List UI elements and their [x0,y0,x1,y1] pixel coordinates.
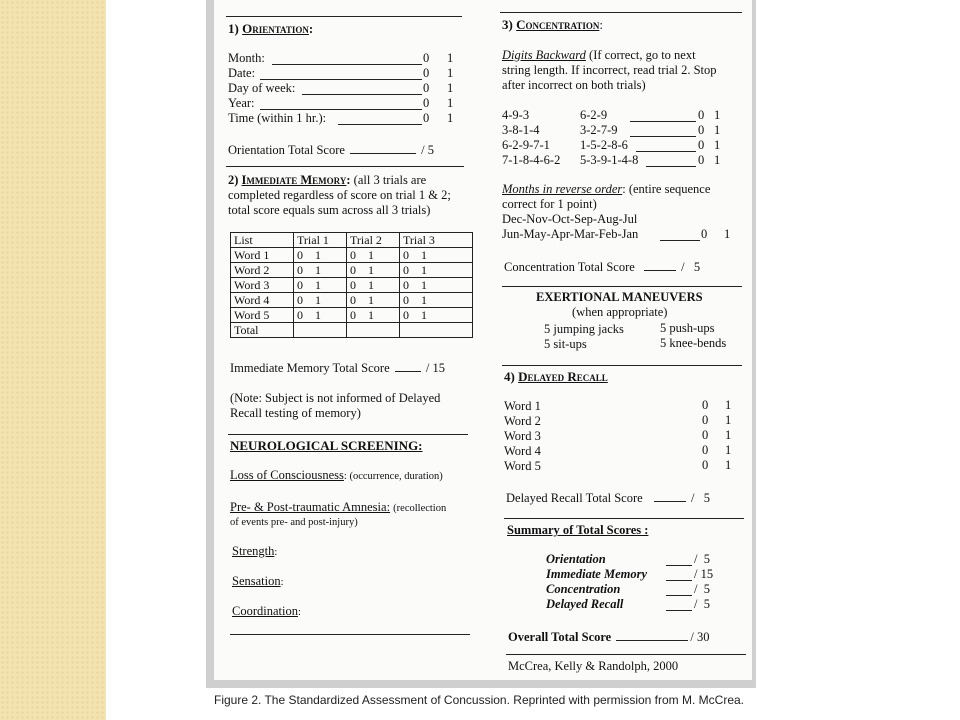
subsection-label: Digits Backward [502,48,586,62]
divider [226,166,464,167]
section-number: 3) [502,17,513,32]
orientation-total [228,142,434,158]
score-zero[interactable]: 0 [702,428,709,442]
divider [506,654,746,655]
title-suffix: : [308,21,314,36]
divider [502,365,742,366]
total-label: Orientation Total Score [228,143,345,157]
summary-item-max: / 5 [694,582,710,596]
memory-note: Recall testing of memory) [230,406,361,420]
answer-line[interactable] [302,94,422,95]
trial-cell[interactable]: 0 1 [347,308,400,323]
digit-string-trial-2: 3-2-7-9 [580,123,618,137]
score-zero[interactable]: 0 [423,111,430,125]
row-label: Word 4 [231,293,294,308]
summary-item-label: Delayed Recall [546,597,624,611]
digit-string-trial-2: 1-5-2-8-6 [580,138,628,152]
figure-caption: Figure 2. The Standardized Assessment of Concussion. Reprinted with permission from M. McCrea. [214,693,745,707]
neuro-loc [230,468,443,484]
total-max: / 5 [690,491,711,505]
score-zero[interactable]: 0 [701,227,708,241]
column-header: Trial 2 [347,233,400,248]
digit-string-trial-2: 5-3-9-1-4-8 [580,153,639,167]
trial-cell[interactable]: 0 1 [400,293,473,308]
field-hint: (recollection [393,503,447,514]
neuro-amnesia [230,500,446,516]
total-label: Delayed Recall Total Score [506,491,643,505]
field-label: Coordination [232,604,298,618]
answer-line[interactable] [338,124,422,125]
assessment-form [214,0,752,680]
section-number: 2) [228,173,239,187]
exertional-item: 5 knee-bends [660,336,727,350]
answer-line[interactable] [260,109,422,110]
score-one[interactable]: 1 [725,443,732,457]
row-label: Word 2 [231,263,294,278]
concentration-heading [502,17,603,32]
memory-total [230,360,445,376]
trial-cell[interactable]: 0 1 [347,248,400,263]
divider [500,12,742,13]
summary-item-label: Immediate Memory [546,567,648,581]
score-one[interactable]: 1 [714,153,721,167]
answer-line[interactable] [660,240,700,241]
trial-cell[interactable]: 0 1 [400,263,473,278]
table-row [231,308,473,323]
month-sequence: Dec-Nov-Oct-Sep-Aug-Jul [502,212,638,226]
total-label: Concentration Total Score [504,260,635,274]
answer-line[interactable] [272,64,422,65]
neuro-coordination [232,604,301,620]
months-reverse-line [502,182,710,197]
month-sequence: Jun-May-Apr-Mar-Feb-Jan [502,227,639,241]
score-one[interactable]: 1 [447,96,454,110]
answer-line[interactable] [666,610,692,611]
column-header: Trial 3 [400,233,473,248]
instruction-text: string length. If incorrect, read trial 2. Stop [502,63,717,77]
trial-total-cell[interactable] [294,323,347,338]
digit-string-trial-1: 6-2-9-7-1 [502,138,550,152]
score-one[interactable]: 1 [725,458,732,472]
field-hint: of events pre- and post-injury) [230,517,358,528]
section-title: Delayed Recall [518,369,608,384]
section-number: 1) [228,21,239,36]
field-colon: : [297,607,301,618]
memory-heading [228,173,426,188]
total-max: / 15 [425,361,445,375]
row-label: Total [231,323,294,338]
digit-string-trial-1: 7-1-8-4-6-2 [502,153,561,167]
orientation-time-label: Time (within 1 hr.): [228,111,327,125]
exertional-heading: EXERTIONAL MANEUVERS [536,290,703,304]
total-label: Immediate Memory Total Score [230,361,390,375]
score-zero[interactable]: 0 [423,51,430,65]
divider [504,518,744,519]
score-zero[interactable]: 0 [698,108,705,122]
digit-string-trial-1: 3-8-1-4 [502,123,540,137]
trial-cell[interactable]: 0 1 [347,293,400,308]
total-blank[interactable] [644,259,676,271]
section-number: 4) [504,369,515,384]
recall-total [506,490,710,506]
neuro-sensation [232,574,284,590]
table-header-row [231,233,473,248]
orientation-date-label: Date: [228,66,256,80]
score-zero[interactable]: 0 [423,66,430,80]
instruction-text: : (entire sequence [622,182,711,196]
digit-string-trial-2: 6-2-9 [580,108,608,122]
total-blank[interactable] [654,490,686,502]
score-zero[interactable]: 0 [423,96,430,110]
trial-cell[interactable]: 0 1 [400,248,473,263]
answer-line[interactable] [636,151,696,152]
row-label: Word 3 [231,278,294,293]
score-one[interactable]: 1 [714,138,721,152]
exertional-item: 5 sit-ups [544,337,587,351]
divider [228,434,468,435]
field-colon: : [274,547,278,558]
divider [230,634,470,635]
field-hint: : (occurrence, duration) [343,471,443,482]
recall-word-label: Word 2 [504,414,541,428]
memory-trial-table [230,232,473,338]
table-row [231,293,473,308]
answer-line[interactable] [630,136,696,137]
orientation-month-label: Month: [228,51,265,65]
answer-line[interactable] [666,565,692,566]
digits-backward-line [502,48,696,63]
overall-total [508,629,709,645]
score-zero[interactable]: 0 [702,398,709,412]
recall-word-label: Word 3 [504,429,541,443]
score-one[interactable]: 1 [447,81,454,95]
score-one[interactable]: 1 [725,428,732,442]
trial-cell[interactable]: 0 1 [400,278,473,293]
memory-desc: completed regardless of score on trial 1 & 2; [228,188,451,202]
summary-heading: Summary of Total Scores : [507,523,649,537]
neuro-strength [232,544,277,560]
score-zero[interactable]: 0 [423,81,430,95]
overall-max: / 30 [690,630,710,644]
divider [226,16,462,17]
column-header: Trial 1 [294,233,347,248]
instruction-text: (If correct, go to next [589,48,696,62]
score-one[interactable]: 1 [447,66,454,80]
trial-total-cell[interactable] [400,323,473,338]
trial-cell[interactable]: 0 1 [347,278,400,293]
overall-label: Overall Total Score [508,630,612,644]
summary-item-label: Concentration [546,582,621,596]
subsection-label: Months in reverse order [502,182,623,196]
score-zero[interactable]: 0 [702,443,709,457]
row-label: Word 5 [231,308,294,323]
trial-cell[interactable]: 0 1 [294,248,347,263]
memory-desc: total score equals sum across all 3 trials) [228,203,431,217]
score-one[interactable]: 1 [724,227,731,241]
recall-word-label: Word 4 [504,444,541,458]
recall-word-label: Word 5 [504,459,541,473]
instruction-text: correct for 1 point) [502,197,597,211]
trial-cell[interactable]: 0 1 [347,263,400,278]
score-one[interactable]: 1 [725,413,732,427]
total-blank[interactable] [395,360,421,372]
total-blank[interactable] [350,142,416,154]
table-row [231,278,473,293]
trial-total-cell[interactable] [347,323,400,338]
trial-cell[interactable]: 0 1 [294,263,347,278]
score-zero[interactable]: 0 [702,458,709,472]
recall-word-label: Word 1 [504,399,541,413]
score-one[interactable]: 1 [725,398,732,412]
orientation-year-label: Year: [228,96,255,110]
instruction-text: after incorrect on both trials) [502,78,646,92]
exertional-item: 5 push-ups [660,321,715,335]
divider [502,286,742,287]
answer-line[interactable] [666,580,692,581]
overall-blank[interactable] [616,629,688,641]
field-label: Strength [232,544,275,558]
summary-item-max: / 15 [694,567,714,581]
trial-cell[interactable]: 0 1 [294,278,347,293]
summary-item-label: Orientation [546,552,606,566]
citation: McCrea, Kelly & Randolph, 2000 [508,659,679,673]
concentration-total [504,259,700,275]
table-row [231,263,473,278]
exertional-item: 5 jumping jacks [544,322,624,336]
orientation-heading [228,21,313,36]
score-one[interactable]: 1 [447,51,454,65]
total-max: / 5 [421,143,435,157]
recall-heading [504,369,608,384]
trial-cell[interactable]: 0 1 [294,308,347,323]
score-zero[interactable]: 0 [698,138,705,152]
score-one[interactable]: 1 [447,111,454,125]
score-one[interactable]: 1 [714,123,721,137]
title-suffix: : [599,17,603,32]
answer-line[interactable] [630,121,696,122]
memory-note: (Note: Subject is not informed of Delayed [230,391,441,405]
neuro-heading: NEUROLOGICAL SCREENING: [230,438,423,453]
total-max: / 5 [681,260,701,274]
trial-cell[interactable]: 0 1 [400,308,473,323]
score-one[interactable]: 1 [714,108,721,122]
field-colon: : [280,577,284,588]
digit-string-trial-1: 4-9-3 [502,108,530,122]
field-label: Loss of Consciousness [230,468,344,482]
answer-line[interactable] [260,79,422,80]
trial-cell[interactable]: 0 1 [294,293,347,308]
orientation-day-label: Day of week: [228,81,296,95]
summary-item-max: / 5 [694,597,710,611]
section-title: Concentration [516,17,600,32]
row-label: Word 1 [231,248,294,263]
table-total-row [231,323,473,338]
exertional-subtitle: (when appropriate) [572,305,668,319]
field-label: Pre- & Post-traumatic Amnesia: [230,500,391,514]
summary-item-max: / 5 [694,552,710,566]
score-zero[interactable]: 0 [698,153,705,167]
score-zero[interactable]: 0 [702,413,709,427]
field-label: Sensation [232,574,281,588]
table-row [231,248,473,263]
section-title: Immediate Memory [241,173,347,187]
answer-line[interactable] [666,595,692,596]
column-header: List [231,233,294,248]
decorative-side-strip [0,0,106,720]
score-zero[interactable]: 0 [698,123,705,137]
answer-line[interactable] [646,166,696,167]
memory-desc: (all 3 trials are [353,173,427,187]
section-title: Orientation [242,21,309,36]
title-suffix: : [346,173,351,187]
